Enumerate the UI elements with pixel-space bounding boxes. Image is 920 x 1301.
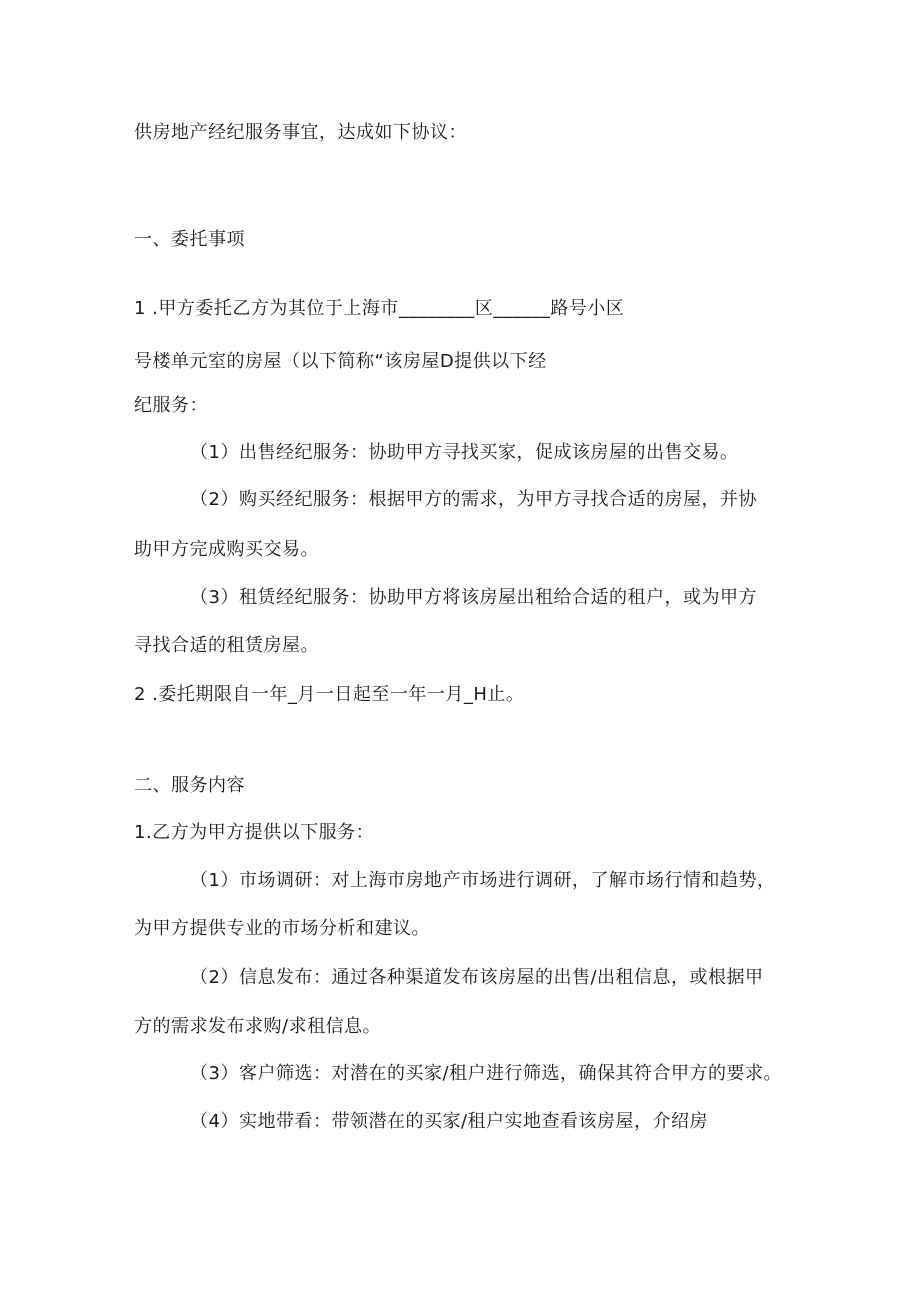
section-1-item-1-line-3: 纪服务： <box>134 395 208 416</box>
section-1-item-2: 2 .委托期限自一年_月一日起至一年一月_H止。 <box>134 684 525 705</box>
section-1-sub-2-line-2: 助甲方完成购买交易。 <box>134 539 319 560</box>
section-1-heading: 一、委托事项 <box>134 229 245 250</box>
section-1-sub-2-line-1: （2）购买经纪服务：根据甲方的需求，为甲方寻找合适的房屋，并协 <box>190 489 757 510</box>
section-1-item-1-line-2: 号楼单元室的房屋（以下简称“该房屋D提供以下经 <box>134 351 547 372</box>
section-2-sub-1-line-1: （1）市场调研：对上海市房地产市场进行调研，了解市场行情和趋势， <box>190 870 776 891</box>
section-2-sub-1-line-2: 为甲方提供专业的市场分析和建议。 <box>134 918 430 939</box>
intro-paragraph: 供房地产经纪服务事宜，达成如下协议： <box>134 122 467 143</box>
section-2-heading: 二、服务内容 <box>134 775 245 796</box>
section-1-sub-1: （1）出售经纪服务：协助甲方寻找买家，促成该房屋的出售交易。 <box>190 442 739 463</box>
section-1-sub-3-line-2: 寻找合适的租赁房屋。 <box>134 635 319 656</box>
section-2-sub-2-line-2: 方的需求发布求购/求租信息。 <box>134 1016 382 1037</box>
section-1-sub-3-line-1: （3）租赁经纪服务：协助甲方将该房屋出租给合适的租户，或为甲方 <box>190 587 757 608</box>
section-1-item-1-line-1: 1 .甲方委托乙方为其位于上海市________区______路号小区 <box>134 298 625 319</box>
section-2-sub-2-line-1: （2）信息发布：通过各种渠道发布该房屋的出售/出租信息，或根据甲 <box>190 967 764 988</box>
section-2-sub-3: （3）客户筛选：对潜在的买家/租户进行筛选，确保其符合甲方的要求。 <box>190 1063 783 1084</box>
section-2-sub-4: （4）实地带看：带领潜在的买家/租户实地查看该房屋，介绍房 <box>190 1111 709 1132</box>
section-2-item-1: 1.乙方为甲方提供以下服务： <box>134 822 375 843</box>
